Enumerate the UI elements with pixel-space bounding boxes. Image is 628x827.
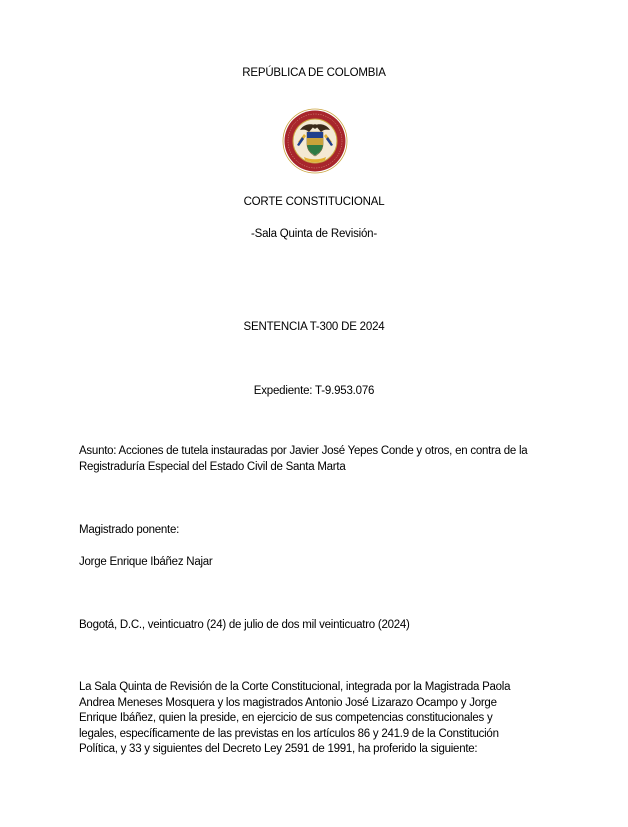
chamber-heading: -Sala Quinta de Revisión- (250, 228, 378, 240)
court-seal-icon (282, 108, 348, 174)
intro-line: legales, específicamente de las previstas en los artículos 86 y 241.9 de la Constitución (79, 727, 499, 740)
intro-line: La Sala Quinta de Revisión de la Corte Constitucional, integrada por la Magistrada Paola (79, 681, 511, 693)
court-heading: CORTE CONSTITUCIONAL (243, 196, 385, 208)
case-file-number: Expediente: T-9.953.076 (253, 385, 375, 397)
intro-line: Enrique Ibáñez, quien la preside, en ejercicio de sus competencias constitucionales y (79, 712, 493, 724)
intro-line: Política, y 33 y siguientes del Decreto Ley 2591 de 1991, ha proferido la siguiente: (79, 743, 478, 755)
ruling-title: SENTENCIA T-300 DE 2024 (243, 321, 385, 333)
subject-line: Registraduría Especial del Estado Civil de Santa Marta (79, 460, 346, 473)
intro-paragraph (79, 680, 559, 758)
date-line: Bogotá, D.C., veinticuatro (24) de julio de dos mil veinticuatro (2024) (79, 619, 410, 631)
rapporteur-name: Jorge Enrique Ibáñez Najar (79, 556, 213, 568)
subject-line: Asunto: Acciones de tutela instauradas por Javier José Yepes Conde y otros, en contra de la (79, 445, 528, 457)
country-heading: REPÚBLICA DE COLOMBIA (242, 67, 386, 79)
intro-line: Andrea Meneses Mosquera y los magistrados Antonio José Lizarazo Ocampo y Jorge (79, 696, 497, 709)
subject-paragraph (79, 444, 559, 475)
rapporteur-label: Magistrado ponente: (79, 524, 180, 536)
